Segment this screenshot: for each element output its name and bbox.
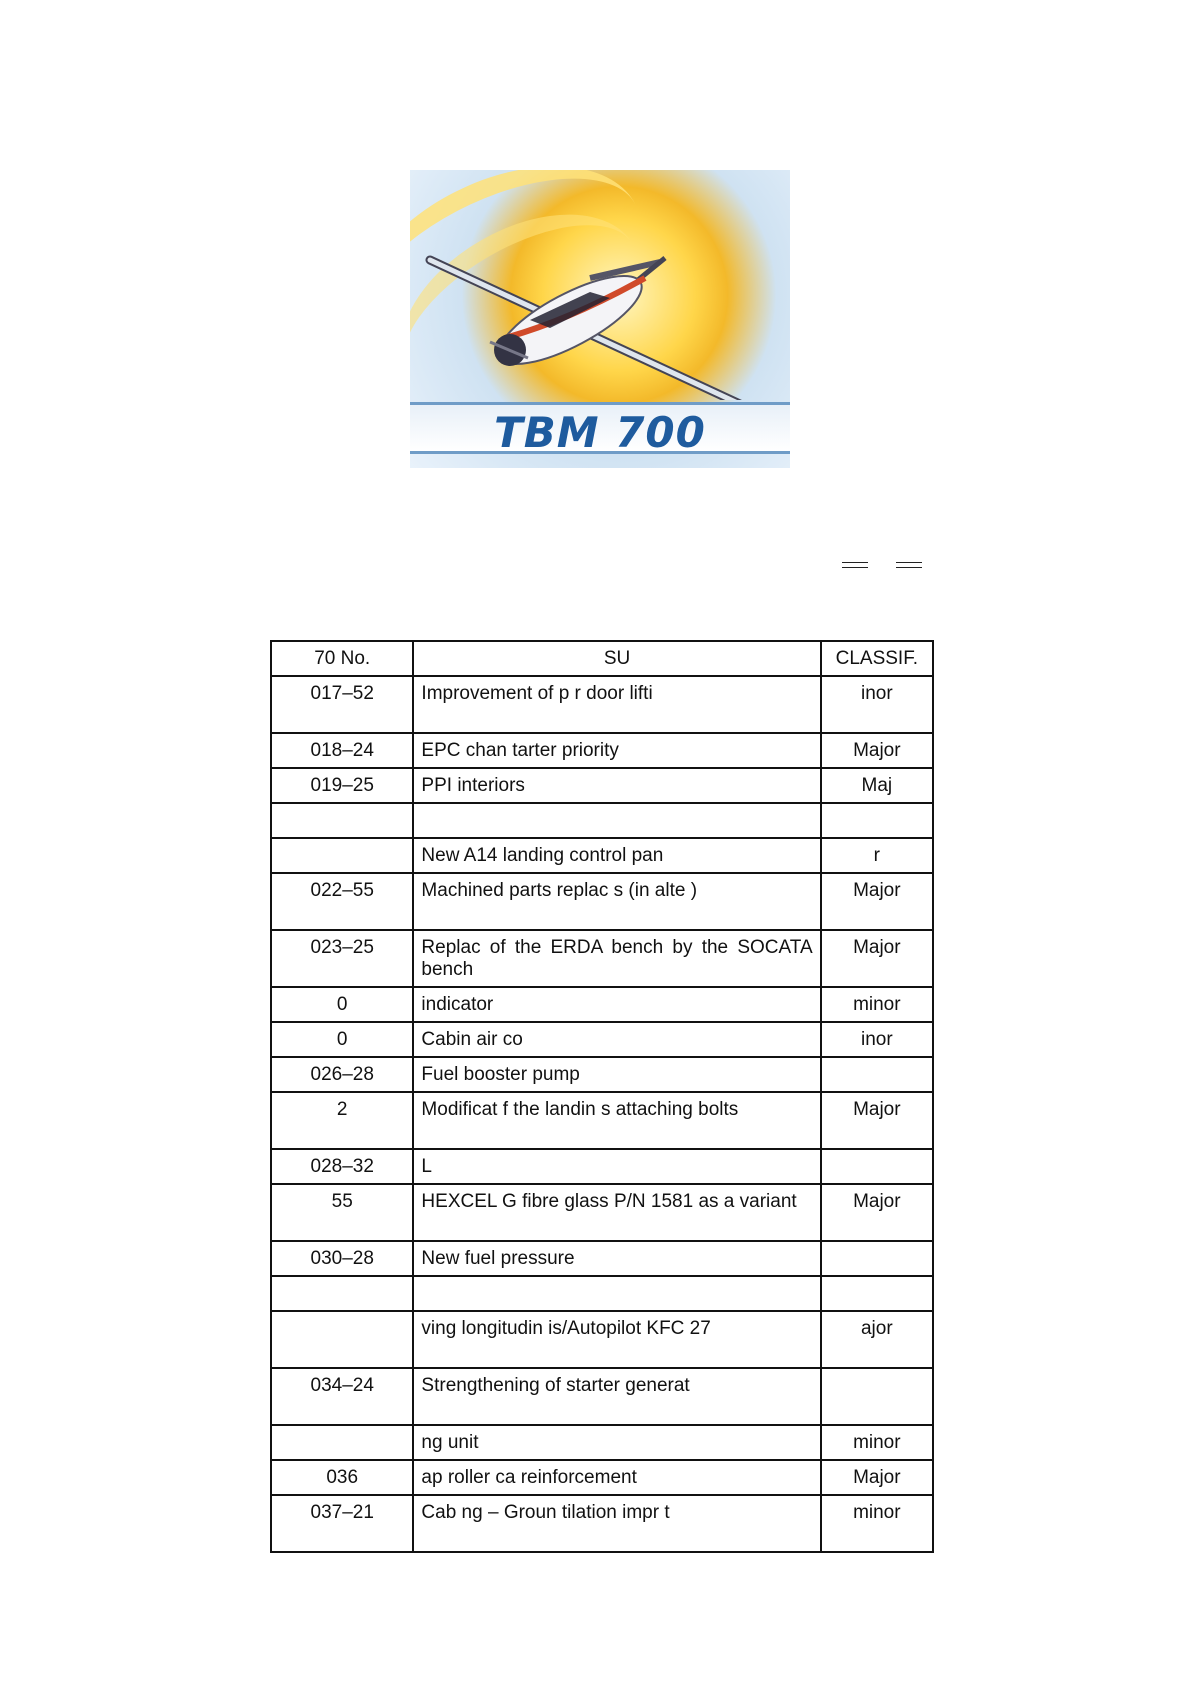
cell-subject: Cabin air co xyxy=(413,1022,820,1057)
cell-no: 028–32 xyxy=(271,1149,413,1184)
cell-classif xyxy=(821,1368,933,1425)
cell-subject: Improvement of p r door lifti xyxy=(413,676,820,733)
cell-subject: PPI interiors xyxy=(413,768,820,803)
cell-no: 026–28 xyxy=(271,1057,413,1092)
cell-subject: New fuel pressure xyxy=(413,1241,820,1276)
table-body xyxy=(271,676,933,1552)
airplane-icon xyxy=(410,170,790,400)
table-row xyxy=(271,930,933,987)
cell-no: 036 xyxy=(271,1460,413,1495)
cell-classif: Major xyxy=(821,1092,933,1149)
cell-classif: Major xyxy=(821,873,933,930)
tbm700-logo xyxy=(410,170,790,468)
table-row xyxy=(271,1460,933,1495)
cell-subject: HEXCEL G fibre glass P/N 1581 as a variant xyxy=(413,1184,820,1241)
cell-classif: Major xyxy=(821,930,933,987)
table-row xyxy=(271,676,933,733)
cell-no: 030–28 xyxy=(271,1241,413,1276)
cell-classif: minor xyxy=(821,1495,933,1552)
cell-no: 017–52 xyxy=(271,676,413,733)
cell-no xyxy=(271,1425,413,1460)
logo-brand-text: TBM 700 xyxy=(494,408,706,457)
cell-classif: Major xyxy=(821,733,933,768)
table-row xyxy=(271,1022,933,1057)
cell-subject: Fuel booster pump xyxy=(413,1057,820,1092)
header-no: 70 No. xyxy=(271,641,413,676)
cell-no: 019–25 xyxy=(271,768,413,803)
classification-table xyxy=(270,640,934,1553)
table-row xyxy=(271,768,933,803)
mark-line-2 xyxy=(896,562,922,568)
cell-subject: L xyxy=(413,1149,820,1184)
table-row xyxy=(271,1368,933,1425)
cell-no: 018–24 xyxy=(271,733,413,768)
cell-no xyxy=(271,1276,413,1311)
cell-subject: indicator xyxy=(413,987,820,1022)
table-row xyxy=(271,873,933,930)
table-row xyxy=(271,803,933,838)
cell-classif: minor xyxy=(821,1425,933,1460)
table-row xyxy=(271,1092,933,1149)
table-row xyxy=(271,1425,933,1460)
cell-no: 2 xyxy=(271,1092,413,1149)
table-row xyxy=(271,838,933,873)
cell-classif: r xyxy=(821,838,933,873)
cell-classif: minor xyxy=(821,987,933,1022)
mark-line-1 xyxy=(842,562,868,568)
cell-subject: ng unit xyxy=(413,1425,820,1460)
table-header-row xyxy=(271,641,933,676)
cell-no: 0 xyxy=(271,1022,413,1057)
cell-no: 022–55 xyxy=(271,873,413,930)
table-row xyxy=(271,1184,933,1241)
cell-classif: ajor xyxy=(821,1311,933,1368)
cell-subject xyxy=(413,803,820,838)
cell-subject: Strengthening of starter generat xyxy=(413,1368,820,1425)
header-subject: SU xyxy=(413,641,820,676)
cell-no xyxy=(271,838,413,873)
cell-classif: Maj xyxy=(821,768,933,803)
cell-subject: ap roller ca reinforcement xyxy=(413,1460,820,1495)
cell-subject: Modificat f the landin s attaching bolts xyxy=(413,1092,820,1149)
table-row xyxy=(271,1311,933,1368)
table-row xyxy=(271,1276,933,1311)
cell-subject: Machined parts replac s (in alte ) xyxy=(413,873,820,930)
cell-no xyxy=(271,803,413,838)
cell-classif xyxy=(821,1241,933,1276)
cell-subject xyxy=(413,1276,820,1311)
cell-subject: ving longitudin is/Autopilot KFC 27 xyxy=(413,1311,820,1368)
table-row xyxy=(271,1241,933,1276)
cell-no: 037–21 xyxy=(271,1495,413,1552)
cell-subject: Replac of the ERDA bench by the SOCATA bench xyxy=(413,930,820,987)
cell-no: 023–25 xyxy=(271,930,413,987)
cell-classif: inor xyxy=(821,1022,933,1057)
cell-classif xyxy=(821,803,933,838)
table-row xyxy=(271,733,933,768)
cell-classif xyxy=(821,1057,933,1092)
table-row xyxy=(271,1149,933,1184)
cell-classif: inor xyxy=(821,676,933,733)
table-row xyxy=(271,987,933,1022)
cell-classif: Major xyxy=(821,1184,933,1241)
cell-classif xyxy=(821,1149,933,1184)
header-classif: CLASSIF. xyxy=(821,641,933,676)
cell-classif xyxy=(821,1276,933,1311)
cell-no: 55 xyxy=(271,1184,413,1241)
cell-subject: New A14 landing control pan xyxy=(413,838,820,873)
cell-no xyxy=(271,1311,413,1368)
cell-subject: Cab ng – Groun tilation impr t xyxy=(413,1495,820,1552)
cell-classif: Major xyxy=(821,1460,933,1495)
cell-no: 034–24 xyxy=(271,1368,413,1425)
cell-subject: EPC chan tarter priority xyxy=(413,733,820,768)
cell-no: 0 xyxy=(271,987,413,1022)
table-row xyxy=(271,1495,933,1552)
table-row xyxy=(271,1057,933,1092)
